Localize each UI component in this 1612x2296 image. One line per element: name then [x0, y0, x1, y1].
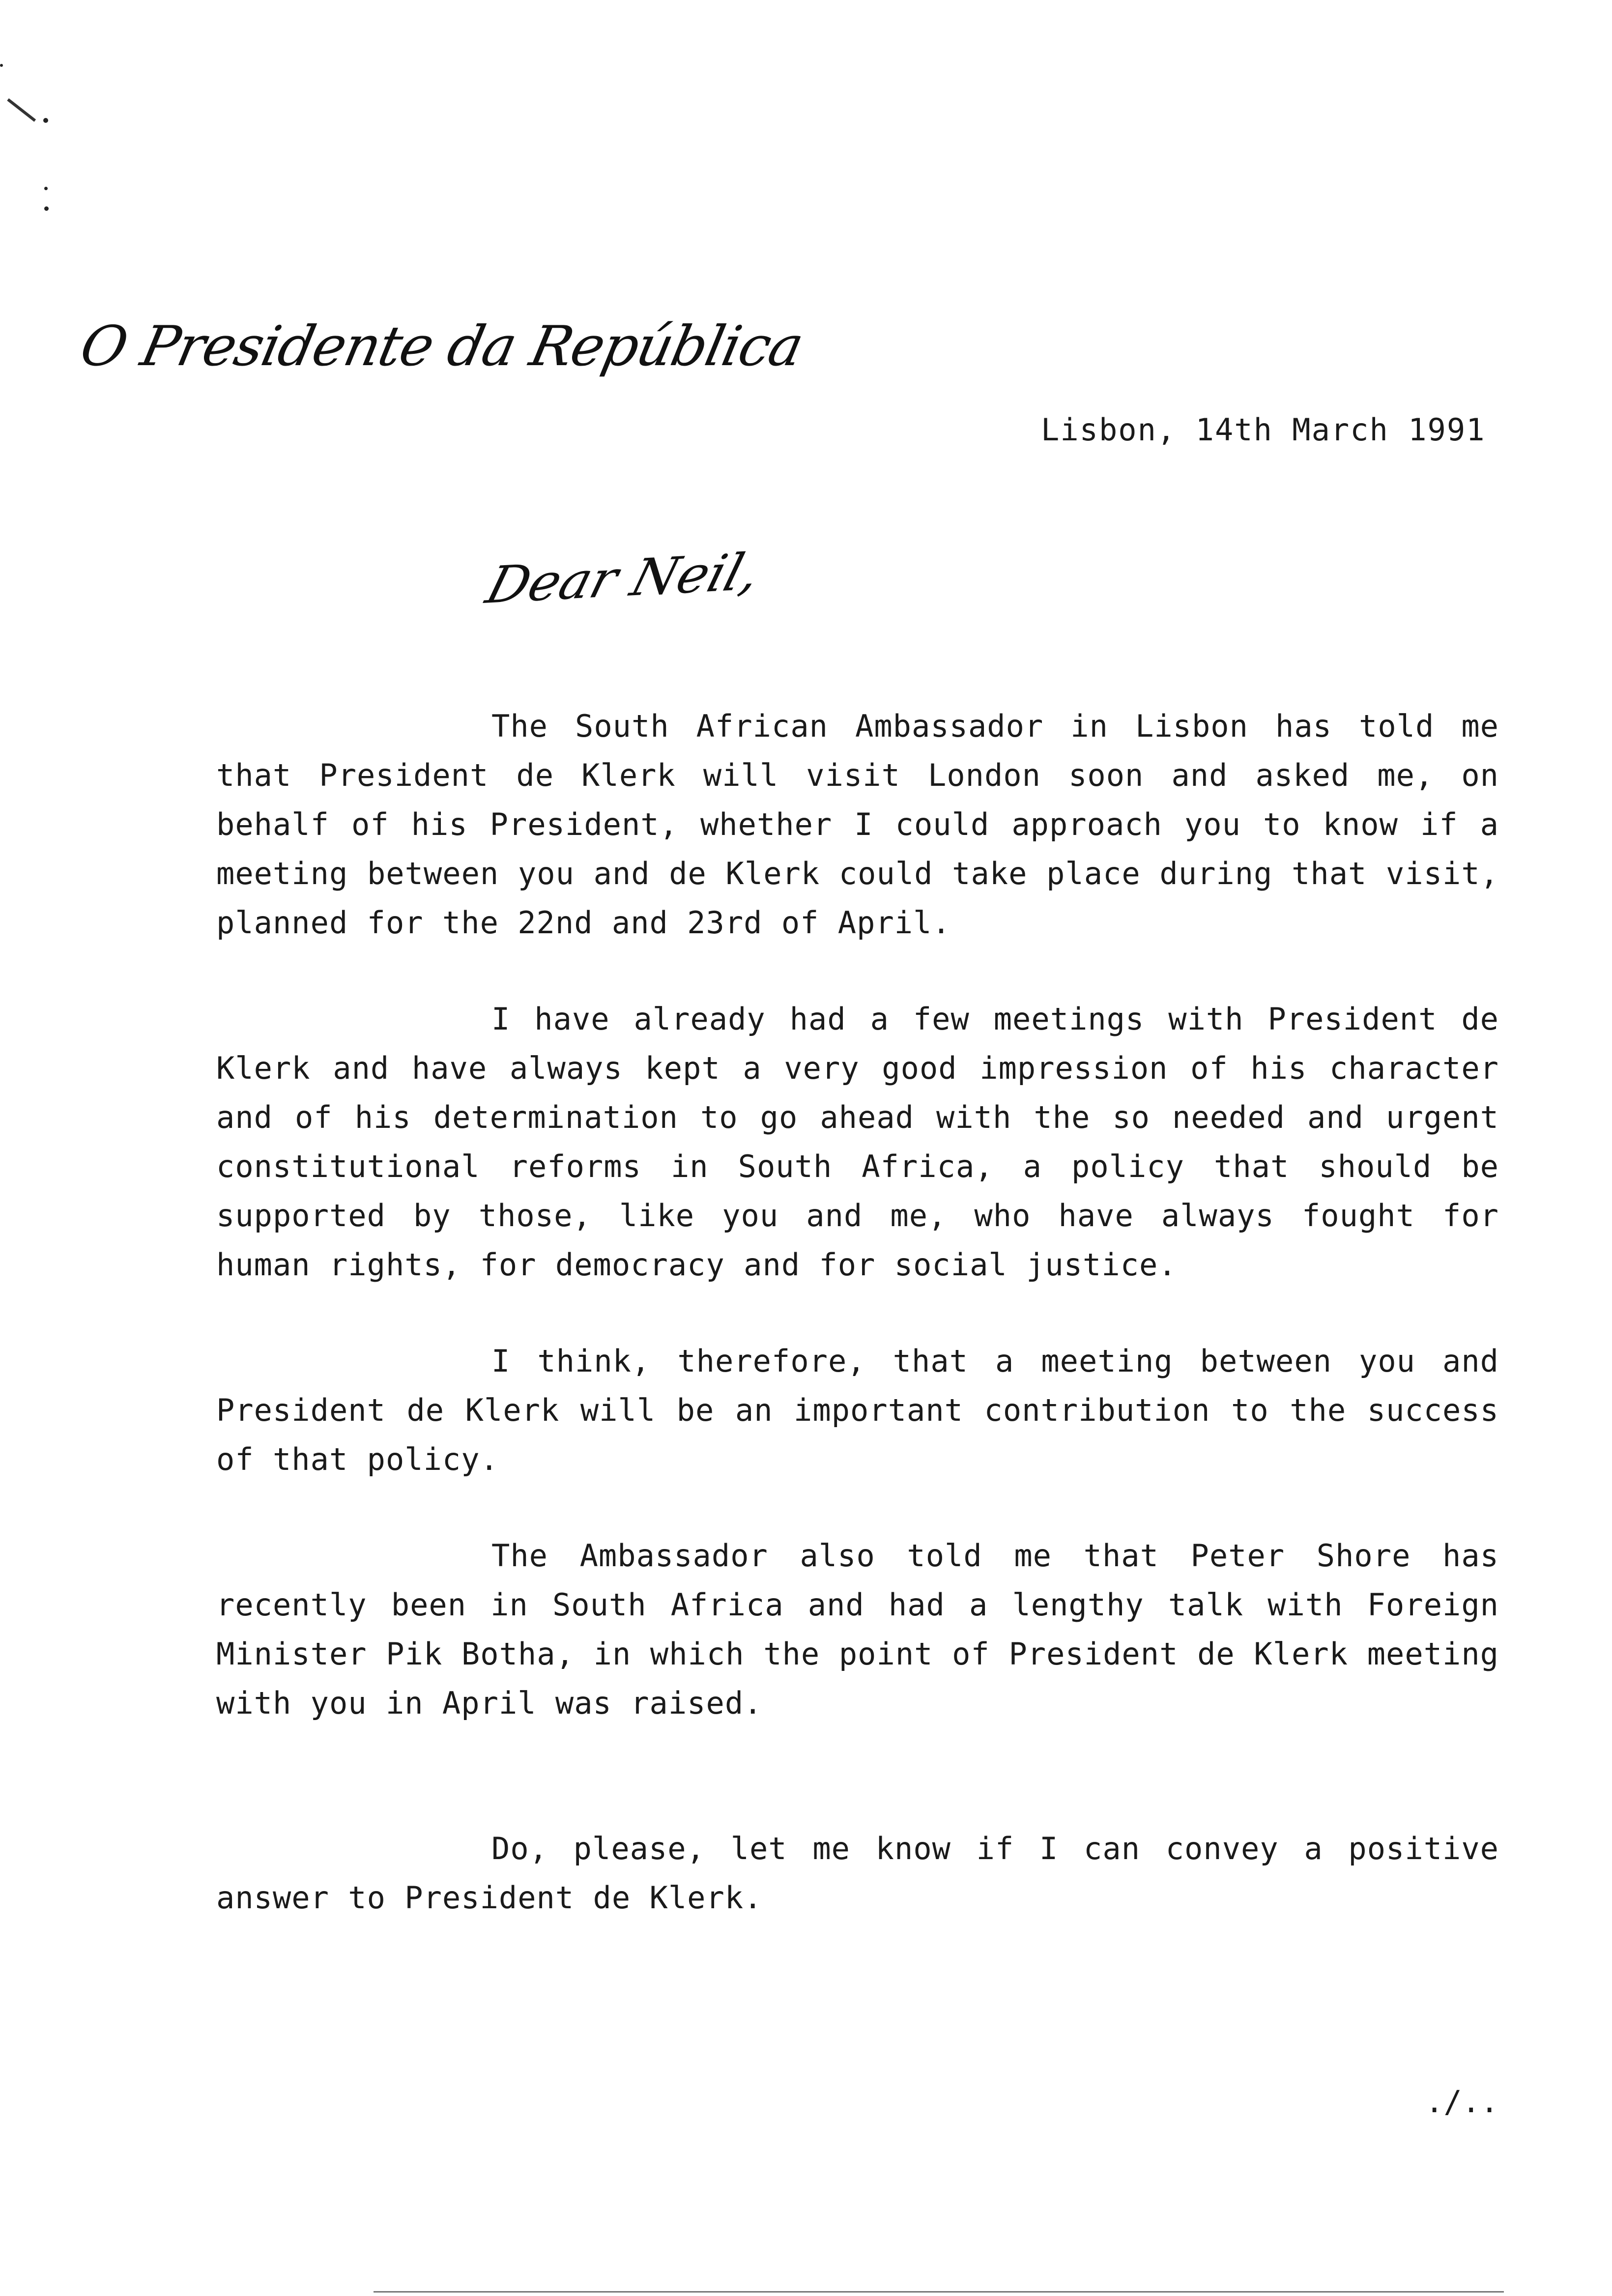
scan-dot — [43, 118, 48, 123]
body-paragraph-4: The Ambassador also told me that Peter Shore has recently been in South Africa and had a lengthy talk with Foreign Minister Pik Botha, in which the point of President de Klerk meeting with you in April was raised. — [216, 1538, 1499, 1721]
page-continuation-mark: ./.. — [1425, 2084, 1499, 2120]
handwritten-salutation: Dear Neil, — [480, 541, 767, 615]
body-paragraph-3: I think, therefore, that a meeting between you and President de Klerk will be an important contribution to the success of that policy. — [216, 1343, 1499, 1477]
scan-dot — [44, 206, 49, 211]
scan-mark-top-left — [7, 98, 36, 122]
letterhead-title: O Presidente da República — [75, 315, 808, 378]
body-paragraph-1: The South African Ambassador in Lisbon has told me that President de Klerk will visit London soon and asked me, on behalf of his President, whether I could approach you to know if a meeting between you and de Klerk could take place during that visit, planned for the 22nd and 23rd of April. — [216, 708, 1499, 941]
letter-date: Lisbon, 14th March 1991 — [1041, 412, 1486, 448]
body-paragraph-5: Do, please, let me know if I can convey a positive answer to President de Klerk. — [216, 1831, 1499, 1916]
scan-line-bottom — [374, 2291, 1504, 2293]
body-paragraph-2: I have already had a few meetings with President de Klerk and have always kept a very good impression of his character and of his determination to go ahead with the so needed and urgent constitutional reforms in South Africa, a policy that should be supported by those, like you and me, who have always fought for human rights, for democracy and for social justice. — [216, 1001, 1499, 1283]
scan-dot — [0, 64, 3, 67]
scan-dot — [44, 187, 48, 190]
